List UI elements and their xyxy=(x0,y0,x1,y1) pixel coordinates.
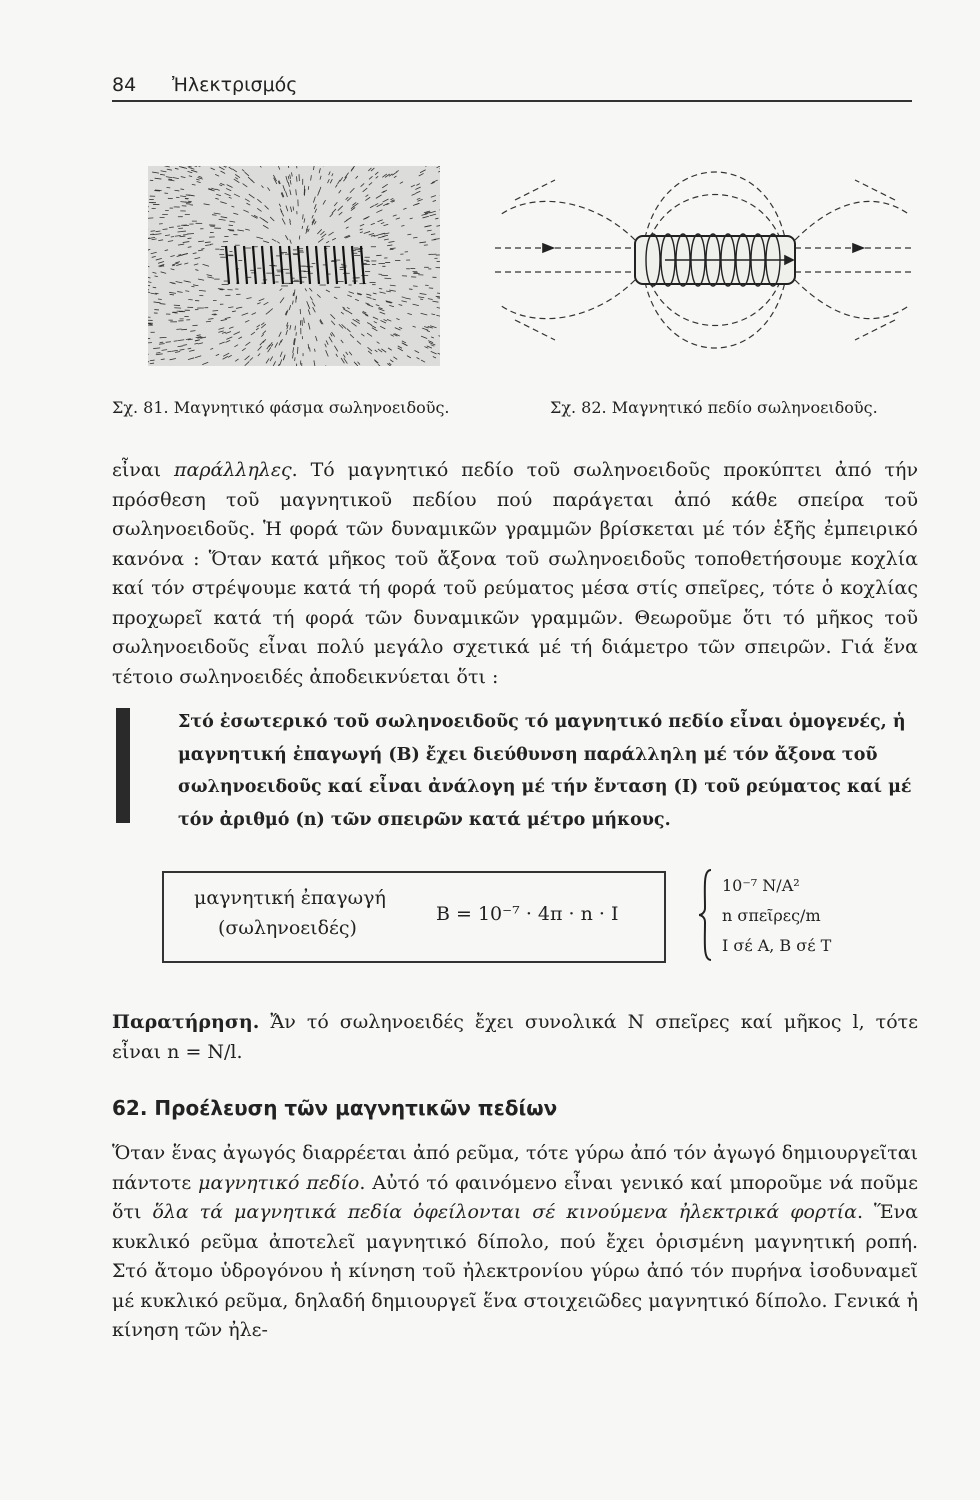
paragraph-italic: ὅλα τά μαγνητικά πεδία ὀφείλονται σέ κινούμενα ἠλεκτρικά φορτία xyxy=(152,1201,857,1223)
figure-82-solenoid-field xyxy=(495,160,915,375)
unit-line-turns: n σπεῖρες/m xyxy=(722,906,821,925)
iron-filing xyxy=(295,326,296,331)
formula-equation: B = 10⁻⁷ · 4π · n · I xyxy=(436,903,619,925)
iron-filing xyxy=(156,353,160,354)
note-paragraph xyxy=(112,1008,918,1067)
paragraph-italic: μαγνητικό πεδίο xyxy=(198,1171,360,1194)
iron-filing xyxy=(413,286,418,287)
paragraph-text: . Ἕνα κυκλικό ρεῦμα ἀποτελεῖ μαγνητικό δίπολο, πού ἔχει ὁρισμένη μαγνητική ροπή. Στό ἄτομο ὑδρογόνου ἡ κίνηση τοῦ ἠλεκτρονίου γύρω ἀπό τόν πυρήνα ἰσοδυναμεῖ μέ κυκλικό ρεῦμα, δηλαδή δημιουργεῖ ἕνα στοιχειῶδες μαγνητικό δίπολο. Γενικά ἡ κίνηση τῶν ἠλε- xyxy=(112,1201,918,1341)
iron-filing xyxy=(302,226,303,229)
paragraph-solenoid-field xyxy=(112,456,918,692)
iron-filing xyxy=(185,291,189,292)
iron-filing xyxy=(158,299,162,300)
running-head: Ἠλεκτρισμός xyxy=(172,74,298,96)
iron-filing xyxy=(180,189,184,190)
iron-filing xyxy=(304,189,305,196)
unit-line-current: I σέ A, B σέ T xyxy=(722,936,832,955)
iron-filing xyxy=(166,342,171,343)
header-rule xyxy=(112,100,912,102)
formula-box xyxy=(162,871,666,963)
unit-line-constant: 10⁻⁷ N/A² xyxy=(722,876,800,895)
note-label: Παρατήρηση. xyxy=(112,1011,260,1033)
figure-82-caption: Σχ. 82. Μαγνητικό πεδίο σωληνοειδοῦς. xyxy=(550,398,878,417)
iron-filing xyxy=(293,293,294,296)
paragraph-text: . Αὐτό τό φαινόμενο εἶναι γενικό καί μποροῦμε νά ποῦμε ὅτι xyxy=(112,1171,918,1223)
units-brace xyxy=(699,868,713,962)
page-number: 84 xyxy=(112,74,137,96)
section-paragraph xyxy=(112,1139,918,1346)
formula-label: μαγνητική ἐπαγωγή xyxy=(194,887,386,909)
iron-filing xyxy=(420,299,423,300)
iron-filing xyxy=(181,329,187,330)
iron-filing xyxy=(192,325,197,326)
solenoid-rule: Στό ἐσωτερικό τοῦ σωληνοειδοῦς τό μαγνητικό πεδίο εἶναι ὁμογενές, ἡ μαγνητική ἐπαγωγή (B) ἔχει διεύθυνση παράλληλη μέ τόν ἄξονα τοῦ σωληνοειδοῦς καί εἶναι ἀνάλογη μέ τήν ἔνταση (I) τοῦ ρεύματος καί μέ τόν ἀριθμό (n) τῶν σπειρῶν κατά μέτρο μήκους. xyxy=(178,712,912,830)
paragraph-italic: παράλληλες xyxy=(174,459,292,481)
figure-81-magnetic-spectrum xyxy=(148,166,440,366)
paragraph-text: Ὅταν ἕνας ἀγωγός διαρρέεται ἀπό ρεῦμα, τότε γύρω ἀπό τόν ἀγωγό δημιουργεῖται πάντοτε xyxy=(112,1142,918,1194)
iron-filing xyxy=(162,229,167,230)
section-title: 62. Προέλευση τῶν μαγνητικῶν πεδίων xyxy=(112,1096,558,1120)
formula-label-sub: (σωληνοειδές) xyxy=(218,917,357,939)
figure-81-caption: Σχ. 81. Μαγνητικό φάσμα σωληνοειδοῦς. xyxy=(112,398,450,417)
note-text: Ἄν τό σωληνοειδές ἔχει συνολικά N σπεῖρες καί μῆκος l, τότε εἶναι n = N/l. xyxy=(112,1011,918,1063)
iron-filing xyxy=(297,347,298,354)
iron-filing xyxy=(159,344,165,345)
iron-filing xyxy=(191,286,194,287)
paragraph-text: εἶναι xyxy=(112,459,174,481)
page-header xyxy=(112,72,912,100)
paragraph-text: . Τό μαγνητικό πεδίο τοῦ σωληνοειδοῦς προκύπτει ἀπό τήν πρόσθεση τοῦ μαγνητικοῦ πεδίου πού παράγεται ἀπό κάθε σπείρα τοῦ σωληνοειδοῦς. Ἡ φορά τῶν δυναμικῶν γραμμῶν βρίσκεται μέ τόν ἑξῆς ἐμπειρικό κανόνα : Ὅταν κατά μῆκος τοῦ ἄξονα τοῦ σωληνοειδοῦς τοποθετήσουμε κοχλία καί τόν στρέψουμε κατά τή φορά τοῦ ρεύματος μέσα στίς σπεῖρες, τότε ὁ κοχλίας προχωρεῖ κατά τή φορά τῶν δυναμικῶν γραμμῶν. Θεωροῦμε ὅτι τό μῆκος τοῦ σωληνοειδοῦς εἶναι πολύ μεγάλο σχετικά μέ τή διάμετρο τῶν σπειρῶν. Γιά ἕνα τέτοιο σωληνοειδές ἀποδεικνύεται ὅτι : xyxy=(112,459,918,688)
iron-filing xyxy=(296,176,297,181)
rule-marker-bar xyxy=(116,708,130,823)
iron-filing xyxy=(201,249,204,250)
